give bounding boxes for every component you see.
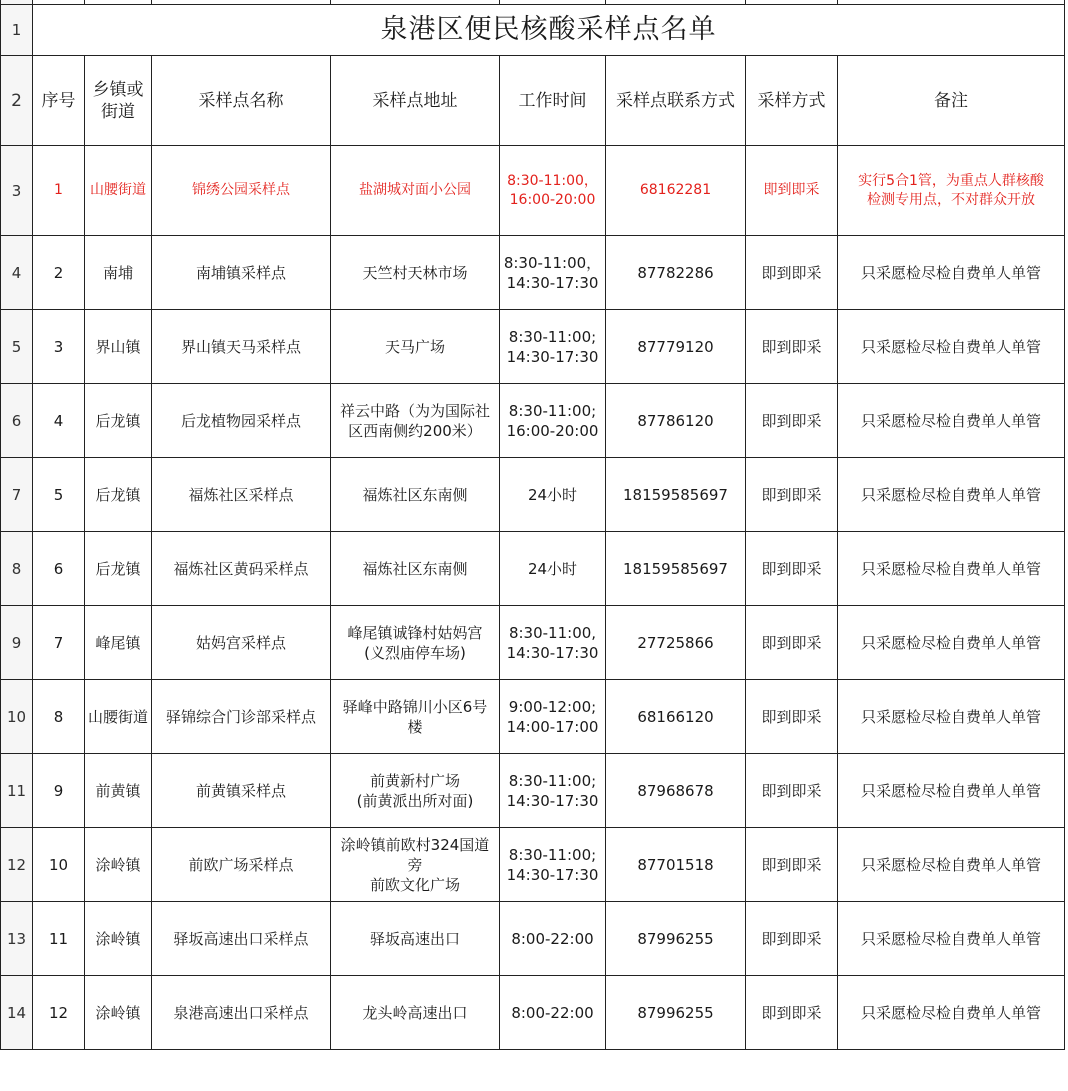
- cell-address[interactable]: [331, 146, 500, 236]
- cell-township[interactable]: 峰尾镇: [85, 606, 152, 680]
- header-cell-method[interactable]: 采样方式: [746, 56, 838, 146]
- cell-site-name[interactable]: 锦绣公园采样点: [152, 146, 331, 236]
- cell-contact[interactable]: 27725866: [606, 606, 746, 680]
- cell-hours[interactable]: [500, 680, 606, 754]
- row-number[interactable]: 6: [1, 384, 33, 458]
- row-number[interactable]: 2: [1, 56, 33, 146]
- cell-address[interactable]: [331, 828, 500, 902]
- cell-line: 只采愿检尽检自费单人单管: [860, 485, 1041, 504]
- cell-remarks[interactable]: [838, 902, 1065, 976]
- cell-line: 涂岭镇前欧村324国道: [340, 835, 490, 854]
- cell-line: 区西南侧约200米）: [348, 421, 482, 440]
- cell-line: 只采愿检尽检自费单人单管: [860, 337, 1041, 356]
- cell-contact[interactable]: 87782286: [606, 236, 746, 310]
- header-line: 街道: [101, 101, 135, 122]
- cell-line: 福炼社区东南侧: [362, 485, 468, 504]
- cell-hours[interactable]: [500, 532, 606, 606]
- row-number[interactable]: 7: [1, 458, 33, 532]
- cell-line: 14:30-17:30: [506, 347, 599, 366]
- row-number[interactable]: 5: [1, 310, 33, 384]
- table-row: [1, 310, 1065, 384]
- cell-site-name[interactable]: 泉港高速出口采样点: [152, 976, 331, 1050]
- cell-hours[interactable]: [500, 384, 606, 458]
- cell-no[interactable]: 4: [33, 384, 85, 458]
- cell-address[interactable]: [331, 902, 500, 976]
- cell-township[interactable]: 涂岭镇: [85, 828, 152, 902]
- sheet-title[interactable]: 泉港区便民核酸采样点名单: [33, 5, 1065, 56]
- cell-method[interactable]: 即到即采: [746, 754, 838, 828]
- cell-remarks[interactable]: [838, 384, 1065, 458]
- cell-hours[interactable]: [500, 606, 606, 680]
- cell-method[interactable]: 即到即采: [746, 606, 838, 680]
- cell-site-name[interactable]: 南埔镇采样点: [152, 236, 331, 310]
- row-number[interactable]: 9: [1, 606, 33, 680]
- cell-address[interactable]: [331, 606, 500, 680]
- table-row: [1, 146, 1065, 236]
- table-row: [1, 384, 1065, 458]
- cell-site-name[interactable]: 福炼社区采样点: [152, 458, 331, 532]
- cell-contact[interactable]: 87996255: [606, 976, 746, 1050]
- table-row: [1, 680, 1065, 754]
- cell-line: 16:00-20:00: [506, 421, 599, 440]
- cell-contact[interactable]: 87968678: [606, 754, 746, 828]
- cell-site-name[interactable]: 驿坂高速出口采样点: [152, 902, 331, 976]
- cell-no[interactable]: 2: [33, 236, 85, 310]
- cell-contact[interactable]: 18159585697: [606, 458, 746, 532]
- cell-no[interactable]: 8: [33, 680, 85, 754]
- cell-line: 天马广场: [384, 337, 445, 356]
- header-cell-hours[interactable]: 工作时间: [500, 56, 606, 146]
- cell-line: 8:30-11:00;: [508, 771, 597, 790]
- header-cell-contact[interactable]: 采样点联系方式: [606, 56, 746, 146]
- cell-township[interactable]: 涂岭镇: [85, 902, 152, 976]
- cell-line: 驿坂高速出口: [369, 929, 460, 948]
- table-row: [1, 976, 1065, 1050]
- row-number[interactable]: 12: [1, 828, 33, 902]
- cell-township[interactable]: 界山镇: [85, 310, 152, 384]
- cell-line: (义烈庙停车场): [364, 643, 466, 662]
- cell-line: 检测专用点，不对群众开放: [867, 191, 1035, 208]
- title-row: [1, 5, 1065, 56]
- cell-line: 楼: [407, 717, 423, 736]
- cell-method[interactable]: 即到即采: [746, 828, 838, 902]
- cell-line: 峰尾镇诚锋村姑妈宫: [347, 623, 483, 642]
- cell-site-name[interactable]: 姑妈宫采样点: [152, 606, 331, 680]
- cell-hours[interactable]: [500, 976, 606, 1050]
- cell-hours[interactable]: [500, 310, 606, 384]
- cell-line: 福炼社区东南侧: [362, 559, 468, 578]
- cell-line: (前黄派出所对面): [356, 791, 474, 810]
- cell-hours[interactable]: [500, 828, 606, 902]
- cell-method[interactable]: 即到即采: [746, 902, 838, 976]
- row-number[interactable]: 1: [1, 5, 33, 56]
- cell-contact[interactable]: 87701518: [606, 828, 746, 902]
- cell-line: 8:30-11:00,: [508, 623, 597, 642]
- cell-remarks[interactable]: [838, 146, 1065, 236]
- row-number[interactable]: 3: [1, 146, 33, 236]
- cell-line: 盐湖城对面小公园: [359, 182, 471, 198]
- cell-line: 祥云中路（为为国际社: [339, 401, 490, 420]
- cell-line: 24小时: [527, 559, 578, 578]
- cell-line: 8:30-11:00，: [507, 172, 598, 189]
- cell-site-name[interactable]: 驿锦综合门诊部采样点: [152, 680, 331, 754]
- cell-line: 只采愿检尽检自费单人单管: [860, 633, 1041, 652]
- cell-no[interactable]: 11: [33, 902, 85, 976]
- cell-address[interactable]: [331, 458, 500, 532]
- row-number[interactable]: 13: [1, 902, 33, 976]
- cell-address[interactable]: [331, 976, 500, 1050]
- cell-no[interactable]: 12: [33, 976, 85, 1050]
- cell-no[interactable]: 6: [33, 532, 85, 606]
- cell-hours[interactable]: [500, 902, 606, 976]
- cell-line: 14:30-17:30: [506, 791, 599, 810]
- cell-line: 14:30-17:30: [506, 643, 599, 662]
- cell-township[interactable]: 前黄镇: [85, 754, 152, 828]
- header-cell-township[interactable]: [85, 56, 152, 146]
- cell-line: 只采愿检尽检自费单人单管: [860, 855, 1041, 874]
- cell-no[interactable]: 10: [33, 828, 85, 902]
- cell-hours[interactable]: [500, 236, 606, 310]
- cell-line: 前黄新村广场: [369, 771, 460, 790]
- cell-line: 16:00-20:00: [509, 191, 596, 208]
- row-number[interactable]: 8: [1, 532, 33, 606]
- cell-contact[interactable]: 68166120: [606, 680, 746, 754]
- cell-contact[interactable]: 87779120: [606, 310, 746, 384]
- cell-line: 8:00-22:00: [511, 1003, 594, 1022]
- table-row: [1, 902, 1065, 976]
- cell-method[interactable]: 即到即采: [746, 976, 838, 1050]
- cell-line: 24小时: [527, 485, 578, 504]
- cell-line: 只采愿检尽检自费单人单管: [860, 559, 1041, 578]
- cell-line: 14:30-17:30: [506, 273, 599, 292]
- cell-address[interactable]: [331, 384, 500, 458]
- cell-township[interactable]: 后龙镇: [85, 384, 152, 458]
- cell-line: 只采愿检尽检自费单人单管: [860, 263, 1041, 282]
- cell-contact[interactable]: 87996255: [606, 902, 746, 976]
- cell-method[interactable]: 即到即采: [746, 384, 838, 458]
- cell-hours[interactable]: [500, 458, 606, 532]
- cell-line: 天竺村天林市场: [362, 263, 468, 282]
- cell-township[interactable]: 山腰街道: [85, 680, 152, 754]
- cell-township[interactable]: 山腰街道: [85, 146, 152, 236]
- cell-address[interactable]: [331, 754, 500, 828]
- cell-remarks[interactable]: [838, 310, 1065, 384]
- cell-line: 8:30-11:00;: [508, 327, 597, 346]
- cell-remarks[interactable]: [838, 754, 1065, 828]
- cell-remarks[interactable]: [838, 236, 1065, 310]
- cell-site-name[interactable]: 后龙植物园采样点: [152, 384, 331, 458]
- cell-township[interactable]: 后龙镇: [85, 532, 152, 606]
- header-cell-no[interactable]: 序号: [33, 56, 85, 146]
- cell-remarks[interactable]: [838, 532, 1065, 606]
- header-row: [1, 56, 1065, 146]
- header-cell-address[interactable]: 采样点地址: [331, 56, 500, 146]
- cell-line: 只采愿检尽检自费单人单管: [860, 411, 1041, 430]
- cell-no[interactable]: 1: [33, 146, 85, 236]
- row-number[interactable]: 14: [1, 976, 33, 1050]
- cell-method[interactable]: 即到即采: [746, 236, 838, 310]
- cell-line: 龙头岭高速出口: [362, 1003, 468, 1022]
- cell-contact[interactable]: 68162281: [606, 146, 746, 236]
- cell-method[interactable]: 即到即采: [746, 310, 838, 384]
- cell-line: 9:00-12:00;: [508, 697, 597, 716]
- cell-remarks[interactable]: [838, 828, 1065, 902]
- cell-address[interactable]: [331, 236, 500, 310]
- cell-site-name[interactable]: 界山镇天马采样点: [152, 310, 331, 384]
- cell-line: 只采愿检尽检自费单人单管: [860, 781, 1041, 800]
- row-number[interactable]: 11: [1, 754, 33, 828]
- cell-remarks[interactable]: [838, 976, 1065, 1050]
- cell-line: 驿峰中路锦川小区6号: [342, 697, 488, 716]
- cell-address[interactable]: [331, 532, 500, 606]
- cell-no[interactable]: 7: [33, 606, 85, 680]
- table-body: [1, 146, 1065, 1050]
- cell-contact[interactable]: 87786120: [606, 384, 746, 458]
- cell-line: 只采愿检尽检自费单人单管: [860, 707, 1041, 726]
- cell-site-name[interactable]: 前欧广场采样点: [152, 828, 331, 902]
- cell-line: 实行5合1管，为重点人群核酸: [858, 172, 1044, 189]
- cell-hours[interactable]: [500, 146, 606, 236]
- cell-line: 8:30-11:00，: [503, 253, 602, 272]
- cell-method[interactable]: 即到即采: [746, 146, 838, 236]
- cell-remarks[interactable]: [838, 458, 1065, 532]
- cell-line: 旁: [407, 855, 423, 874]
- cell-township[interactable]: 南埔: [85, 236, 152, 310]
- header-line: 乡镇或: [92, 79, 144, 100]
- cell-no[interactable]: 3: [33, 310, 85, 384]
- cell-method[interactable]: 即到即采: [746, 680, 838, 754]
- table-row: [1, 606, 1065, 680]
- cell-township[interactable]: 后龙镇: [85, 458, 152, 532]
- cell-address[interactable]: [331, 680, 500, 754]
- cell-line: 前欧文化广场: [369, 875, 460, 894]
- cell-line: 只采愿检尽检自费单人单管: [860, 929, 1041, 948]
- table-row: [1, 532, 1065, 606]
- cell-line: 8:30-11:00;: [508, 845, 597, 864]
- cell-remarks[interactable]: [838, 606, 1065, 680]
- cell-contact[interactable]: 18159585697: [606, 532, 746, 606]
- table-row: [1, 236, 1065, 310]
- cell-line: 只采愿检尽检自费单人单管: [860, 1003, 1041, 1022]
- cell-township[interactable]: 涂岭镇: [85, 976, 152, 1050]
- row-number[interactable]: 10: [1, 680, 33, 754]
- cell-site-name[interactable]: 福炼社区黄码采样点: [152, 532, 331, 606]
- cell-method[interactable]: 即到即采: [746, 532, 838, 606]
- table-row: [1, 754, 1065, 828]
- cell-remarks[interactable]: [838, 680, 1065, 754]
- cell-line: 8:00-22:00: [511, 929, 594, 948]
- table-row: [1, 458, 1065, 532]
- cell-address[interactable]: [331, 310, 500, 384]
- cell-site-name[interactable]: 前黄镇采样点: [152, 754, 331, 828]
- row-number[interactable]: 4: [1, 236, 33, 310]
- header-cell-remarks[interactable]: 备注: [838, 56, 1065, 146]
- cell-line: 14:30-17:30: [506, 865, 599, 884]
- cell-line: 14:00-17:00: [506, 717, 599, 736]
- cell-method[interactable]: 即到即采: [746, 458, 838, 532]
- header-cell-site-name[interactable]: 采样点名称: [152, 56, 331, 146]
- cell-no[interactable]: 5: [33, 458, 85, 532]
- cell-no[interactable]: 9: [33, 754, 85, 828]
- cell-hours[interactable]: [500, 754, 606, 828]
- table-row: [1, 828, 1065, 902]
- cell-line: 8:30-11:00;: [508, 401, 597, 420]
